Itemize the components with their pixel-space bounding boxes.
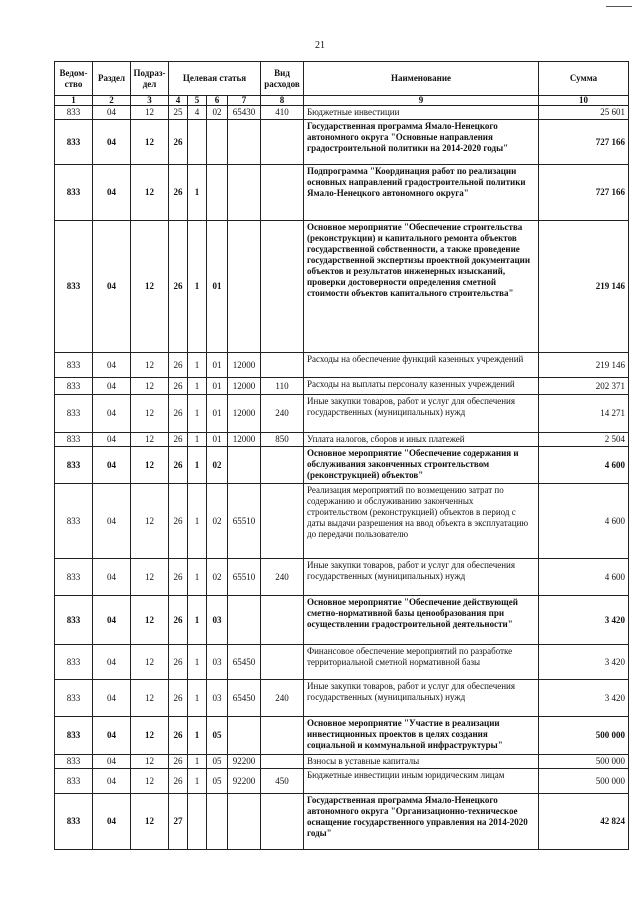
cell-naimenovanie: Финансовое обеспечение мероприятий по разработке территориальной сметной нормативной базы <box>304 645 539 680</box>
cell-summa: 500 000 <box>539 755 629 769</box>
cell-vid-raskhodov: 240 <box>261 680 304 717</box>
cell-ts-program: 26 <box>169 378 188 395</box>
cell-vid-raskhodov: 450 <box>261 769 304 794</box>
cell-ts-code <box>228 596 261 645</box>
cell-razdel: 04 <box>93 717 131 755</box>
cell-ts-code <box>228 794 261 850</box>
table-row <box>55 596 629 645</box>
cell-podrazdel: 12 <box>131 484 169 559</box>
header-summa: Сумма <box>539 62 629 96</box>
cell-naimenovanie: Основное мероприятие "Обеспечение действующей сметно-нормативной базы ценообразования при осуществлении градостроительной деятельности" <box>304 596 539 645</box>
cell-podrazdel: 12 <box>131 378 169 395</box>
column-number: 7 <box>228 96 261 106</box>
cell-ts-event: 05 <box>207 769 228 794</box>
table-row <box>55 680 629 717</box>
cell-ts-code: 65450 <box>228 645 261 680</box>
cell-vid-raskhodov: 110 <box>261 378 304 395</box>
page-number: 21 <box>315 40 325 51</box>
cell-naimenovanie: Бюджетные инвестиции <box>304 106 539 120</box>
cell-vid-raskhodov: 240 <box>261 559 304 596</box>
cell-vedomstvo: 833 <box>55 120 93 165</box>
column-number: 3 <box>131 96 169 106</box>
cell-ts-code <box>228 165 261 221</box>
cell-razdel: 04 <box>93 447 131 484</box>
column-number: 6 <box>207 96 228 106</box>
cell-ts-program: 26 <box>169 221 188 353</box>
cell-podrazdel: 12 <box>131 433 169 447</box>
cell-ts-program: 26 <box>169 353 188 378</box>
cell-podrazdel: 12 <box>131 395 169 433</box>
cell-ts-subprogram: 1 <box>188 645 207 680</box>
cell-ts-code: 12000 <box>228 433 261 447</box>
cell-ts-program: 26 <box>169 717 188 755</box>
table-body <box>55 106 629 850</box>
cell-ts-event: 01 <box>207 353 228 378</box>
cell-razdel: 04 <box>93 769 131 794</box>
cell-naimenovanie: Государственная программа Ямало-Ненецкого автономного округа "Организационно-техническое оснащение государственного управления на 2014-2020 годы" <box>304 794 539 850</box>
cell-ts-event: 02 <box>207 559 228 596</box>
cell-ts-code <box>228 447 261 484</box>
column-number: 8 <box>261 96 304 106</box>
cell-vedomstvo: 833 <box>55 717 93 755</box>
column-number-row <box>55 96 629 106</box>
cell-vedomstvo: 833 <box>55 106 93 120</box>
cell-naimenovanie: Взносы в уставные капиталы <box>304 755 539 769</box>
cell-ts-program: 25 <box>169 106 188 120</box>
cell-vedomstvo: 833 <box>55 596 93 645</box>
cell-summa: 4 600 <box>539 484 629 559</box>
cell-podrazdel: 12 <box>131 794 169 850</box>
cell-ts-event: 01 <box>207 395 228 433</box>
cell-podrazdel: 12 <box>131 645 169 680</box>
cell-summa: 4 600 <box>539 559 629 596</box>
cell-podrazdel: 12 <box>131 755 169 769</box>
cell-vid-raskhodov <box>261 645 304 680</box>
cell-ts-program: 26 <box>169 680 188 717</box>
table-row <box>55 717 629 755</box>
cell-ts-code: 65450 <box>228 680 261 717</box>
table-row <box>55 353 629 378</box>
table-row <box>55 395 629 433</box>
cell-ts-subprogram <box>188 794 207 850</box>
cell-vid-raskhodov <box>261 120 304 165</box>
cell-vedomstvo: 833 <box>55 221 93 353</box>
column-number: 10 <box>539 96 629 106</box>
cell-ts-code: 65430 <box>228 106 261 120</box>
column-number: 1 <box>55 96 93 106</box>
cell-naimenovanie: Бюджетные инвестиции иным юридическим лицам <box>304 769 539 794</box>
cell-vedomstvo: 833 <box>55 680 93 717</box>
cell-vid-raskhodov <box>261 794 304 850</box>
cell-naimenovanie: Иные закупки товаров, работ и услуг для обеспечения государственных (муниципальных) нужд <box>304 395 539 433</box>
cell-razdel: 04 <box>93 596 131 645</box>
cell-ts-program: 26 <box>169 165 188 221</box>
cell-vedomstvo: 833 <box>55 755 93 769</box>
cell-vedomstvo: 833 <box>55 353 93 378</box>
table-row <box>55 755 629 769</box>
table-row <box>55 794 629 850</box>
cell-ts-event: 02 <box>207 447 228 484</box>
cell-summa: 4 600 <box>539 447 629 484</box>
cell-podrazdel: 12 <box>131 680 169 717</box>
cell-summa: 219 146 <box>539 353 629 378</box>
cell-vedomstvo: 833 <box>55 559 93 596</box>
cell-vid-raskhodov <box>261 165 304 221</box>
cell-razdel: 04 <box>93 484 131 559</box>
header-vid-raskhodov: Вид расходов <box>261 62 304 96</box>
cell-summa: 42 824 <box>539 794 629 850</box>
cell-naimenovanie: Расходы на обеспечение функций казенных учреждений <box>304 353 539 378</box>
cell-ts-subprogram: 4 <box>188 106 207 120</box>
cell-vid-raskhodov <box>261 484 304 559</box>
cell-ts-event: 05 <box>207 755 228 769</box>
table-row <box>55 120 629 165</box>
cell-summa: 3 420 <box>539 645 629 680</box>
cell-razdel: 04 <box>93 378 131 395</box>
table-row <box>55 484 629 559</box>
cell-razdel: 04 <box>93 353 131 378</box>
cell-podrazdel: 12 <box>131 165 169 221</box>
cell-ts-subprogram: 1 <box>188 559 207 596</box>
cell-naimenovanie: Расходы на выплаты персоналу казенных учреждений <box>304 378 539 395</box>
cell-ts-program: 26 <box>169 645 188 680</box>
cell-naimenovanie: Государственная программа Ямало-Ненецкого автономного округа "Основные направления градостроительной политики на 2014-2020 годы" <box>304 120 539 165</box>
cell-podrazdel: 12 <box>131 353 169 378</box>
table-row <box>55 769 629 794</box>
cell-ts-program: 26 <box>169 395 188 433</box>
column-number: 9 <box>304 96 539 106</box>
cell-ts-subprogram: 1 <box>188 484 207 559</box>
cell-ts-event: 01 <box>207 221 228 353</box>
cell-summa: 500 000 <box>539 769 629 794</box>
cell-ts-subprogram: 1 <box>188 596 207 645</box>
cell-ts-subprogram: 1 <box>188 433 207 447</box>
cell-naimenovanie: Основное мероприятие "Обеспечение строительства (реконструкции) и капитального ремонта объектов государственной собственности, а также проведение государственной экспертизы проектной документации объектов и результатов инженерных изысканий, проверки достоверности определения сметной стоимости объектов капитального строительства" <box>304 221 539 353</box>
table-row <box>55 165 629 221</box>
cell-summa: 727 166 <box>539 165 629 221</box>
cell-podrazdel: 12 <box>131 596 169 645</box>
cell-razdel: 04 <box>93 680 131 717</box>
cell-naimenovanie: Основное мероприятие "Обеспечение содержания и обслуживания законченных строительством (реконструкцией) объектов" <box>304 447 539 484</box>
cell-vid-raskhodov <box>261 353 304 378</box>
cell-ts-event <box>207 120 228 165</box>
cell-vid-raskhodov <box>261 447 304 484</box>
cell-ts-subprogram: 1 <box>188 717 207 755</box>
cell-podrazdel: 12 <box>131 559 169 596</box>
cell-vedomstvo: 833 <box>55 447 93 484</box>
cell-vid-raskhodov: 410 <box>261 106 304 120</box>
cell-ts-code: 92200 <box>228 755 261 769</box>
table-row <box>55 221 629 353</box>
cell-ts-event: 01 <box>207 378 228 395</box>
cell-ts-code: 92200 <box>228 769 261 794</box>
cell-ts-program: 27 <box>169 794 188 850</box>
cell-vedomstvo: 833 <box>55 794 93 850</box>
cell-naimenovanie: Уплата налогов, сборов и иных платежей <box>304 433 539 447</box>
cell-podrazdel: 12 <box>131 717 169 755</box>
cell-ts-code: 12000 <box>228 395 261 433</box>
cell-vedomstvo: 833 <box>55 378 93 395</box>
cell-naimenovanie: Основное мероприятие "Участие в реализации инвестиционных проектов в целях создания социальной и коммунальной инфраструктуры" <box>304 717 539 755</box>
cell-vid-raskhodov: 240 <box>261 395 304 433</box>
cell-ts-program: 26 <box>169 596 188 645</box>
header-podrazdel: Подраз-дел <box>131 62 169 96</box>
cell-ts-event: 02 <box>207 484 228 559</box>
cell-summa: 202 371 <box>539 378 629 395</box>
cell-ts-code: 65510 <box>228 484 261 559</box>
cell-podrazdel: 12 <box>131 106 169 120</box>
cell-ts-subprogram: 1 <box>188 755 207 769</box>
cell-vedomstvo: 833 <box>55 769 93 794</box>
cell-vedomstvo: 833 <box>55 395 93 433</box>
cell-ts-program: 26 <box>169 559 188 596</box>
column-number: 2 <box>93 96 131 106</box>
cell-ts-program: 26 <box>169 484 188 559</box>
cell-razdel: 04 <box>93 755 131 769</box>
header-naimenovanie: Наименование <box>304 62 539 96</box>
cell-ts-subprogram: 1 <box>188 221 207 353</box>
cell-vid-raskhodov <box>261 221 304 353</box>
cell-ts-event: 02 <box>207 106 228 120</box>
cell-ts-subprogram: 1 <box>188 395 207 433</box>
table-row <box>55 106 629 120</box>
table-row <box>55 645 629 680</box>
cell-vedomstvo: 833 <box>55 484 93 559</box>
cell-razdel: 04 <box>93 794 131 850</box>
cell-razdel: 04 <box>93 221 131 353</box>
cell-vedomstvo: 833 <box>55 433 93 447</box>
cell-ts-subprogram: 1 <box>188 680 207 717</box>
cell-summa: 3 420 <box>539 596 629 645</box>
cell-ts-event: 03 <box>207 645 228 680</box>
cell-vid-raskhodov <box>261 755 304 769</box>
cell-ts-subprogram: 1 <box>188 447 207 484</box>
column-number: 4 <box>169 96 188 106</box>
cell-naimenovanie: Подпрограмма "Координация работ по реализации основных направлений градостроительной политики Ямало-Ненецкого автономного округа" <box>304 165 539 221</box>
cell-ts-code <box>228 120 261 165</box>
cell-naimenovanie: Реализация мероприятий по возмещению затрат по содержанию и обслуживанию законченных строительством (реконструкцией) объектов в период с даты выдачи разрешения на ввод объекта в эксплуатацию до передачи пользователю <box>304 484 539 559</box>
cell-ts-code: 12000 <box>228 378 261 395</box>
cell-razdel: 04 <box>93 559 131 596</box>
cell-vid-raskhodov <box>261 717 304 755</box>
cell-ts-code: 12000 <box>228 353 261 378</box>
cell-ts-subprogram: 1 <box>188 165 207 221</box>
cell-razdel: 04 <box>93 120 131 165</box>
cell-summa: 2 504 <box>539 433 629 447</box>
cell-summa: 14 271 <box>539 395 629 433</box>
header-tselevaya-statya: Целевая статья <box>169 62 261 96</box>
cell-vid-raskhodov: 850 <box>261 433 304 447</box>
cell-summa: 3 420 <box>539 680 629 717</box>
table-row <box>55 447 629 484</box>
cell-summa: 500 000 <box>539 717 629 755</box>
column-number: 5 <box>188 96 207 106</box>
cell-razdel: 04 <box>93 165 131 221</box>
cell-podrazdel: 12 <box>131 447 169 484</box>
cell-ts-program: 26 <box>169 433 188 447</box>
cell-ts-program: 26 <box>169 755 188 769</box>
cell-summa: 25 601 <box>539 106 629 120</box>
cell-naimenovanie: Иные закупки товаров, работ и услуг для обеспечения государственных (муниципальных) нужд <box>304 559 539 596</box>
cell-ts-subprogram <box>188 120 207 165</box>
table-row <box>55 433 629 447</box>
cell-ts-subprogram: 1 <box>188 378 207 395</box>
budget-table <box>54 61 629 850</box>
page-corner-mark <box>606 0 632 7</box>
cell-ts-program: 26 <box>169 769 188 794</box>
cell-ts-event <box>207 165 228 221</box>
cell-ts-program: 26 <box>169 447 188 484</box>
cell-podrazdel: 12 <box>131 120 169 165</box>
cell-ts-event <box>207 794 228 850</box>
cell-ts-code <box>228 717 261 755</box>
cell-ts-code: 65510 <box>228 559 261 596</box>
cell-razdel: 04 <box>93 106 131 120</box>
header-vedomstvo: Ведом-ство <box>55 62 93 96</box>
table-row <box>55 378 629 395</box>
cell-podrazdel: 12 <box>131 221 169 353</box>
cell-vedomstvo: 833 <box>55 165 93 221</box>
cell-ts-event: 03 <box>207 596 228 645</box>
cell-ts-event: 03 <box>207 680 228 717</box>
cell-podrazdel: 12 <box>131 769 169 794</box>
cell-ts-event: 01 <box>207 433 228 447</box>
cell-ts-subprogram: 1 <box>188 769 207 794</box>
cell-summa: 727 166 <box>539 120 629 165</box>
cell-razdel: 04 <box>93 645 131 680</box>
cell-summa: 219 146 <box>539 221 629 353</box>
cell-ts-subprogram: 1 <box>188 353 207 378</box>
cell-vedomstvo: 833 <box>55 645 93 680</box>
cell-razdel: 04 <box>93 395 131 433</box>
cell-ts-code <box>228 221 261 353</box>
cell-naimenovanie: Иные закупки товаров, работ и услуг для обеспечения государственных (муниципальных) нужд <box>304 680 539 717</box>
header-razdel: Раздел <box>93 62 131 96</box>
cell-vid-raskhodov <box>261 596 304 645</box>
cell-ts-program: 26 <box>169 120 188 165</box>
cell-razdel: 04 <box>93 433 131 447</box>
cell-ts-event: 05 <box>207 717 228 755</box>
table-row <box>55 559 629 596</box>
